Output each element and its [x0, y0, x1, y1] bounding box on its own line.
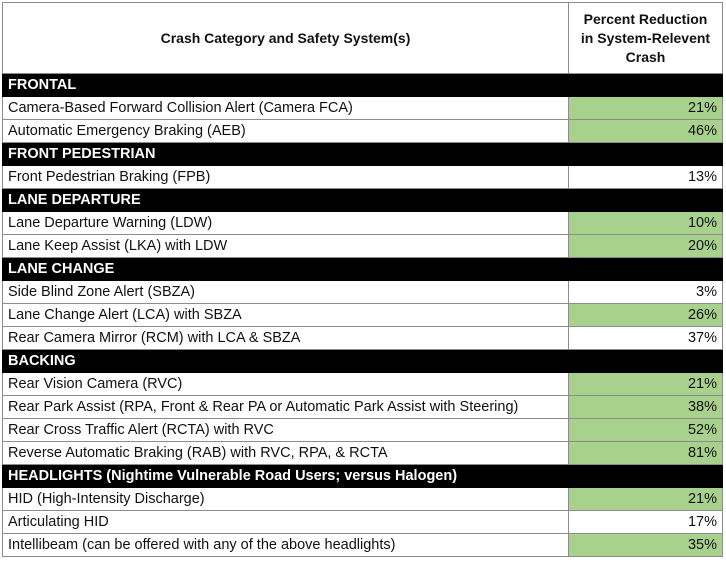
safety-system-label: Automatic Emergency Braking (AEB) [3, 120, 569, 143]
safety-system-label: Rear Vision Camera (RVC) [3, 373, 569, 396]
table-row [3, 235, 723, 258]
section-header-row [3, 350, 723, 373]
percent-reduction-value: 52% [569, 419, 723, 442]
section-header-row [3, 465, 723, 488]
percent-reduction-value: 81% [569, 442, 723, 465]
section-header-row [3, 74, 723, 97]
section-title: LANE CHANGE [3, 258, 723, 281]
section-header-row [3, 143, 723, 166]
percent-reduction-value: 46% [569, 120, 723, 143]
safety-system-label: HID (High-Intensity Discharge) [3, 488, 569, 511]
table-row [3, 373, 723, 396]
category-column-header: Crash Category and Safety System(s) [3, 3, 569, 74]
safety-system-label: Rear Cross Traffic Alert (RCTA) with RVC [3, 419, 569, 442]
percent-reduction-value: 21% [569, 373, 723, 396]
table-body [3, 74, 723, 557]
safety-system-label: Lane Departure Warning (LDW) [3, 212, 569, 235]
percent-reduction-value: 26% [569, 304, 723, 327]
percent-reduction-value: 21% [569, 97, 723, 120]
safety-system-label: Articulating HID [3, 511, 569, 534]
header-row [3, 3, 723, 74]
safety-system-label: Side Blind Zone Alert (SBZA) [3, 281, 569, 304]
section-title: FRONTAL [3, 74, 723, 97]
table-row [3, 166, 723, 189]
percent-reduction-value: 35% [569, 534, 723, 557]
section-title: FRONT PEDESTRIAN [3, 143, 723, 166]
section-header-row [3, 189, 723, 212]
table-row [3, 396, 723, 419]
percent-header-line: Percent Reduction [583, 10, 708, 27]
section-header-row [3, 258, 723, 281]
safety-system-label: Camera-Based Forward Collision Alert (Camera FCA) [3, 97, 569, 120]
crash-reduction-table [2, 2, 723, 557]
percent-reduction-value: 21% [569, 488, 723, 511]
table-row [3, 120, 723, 143]
table-row [3, 488, 723, 511]
percent-reduction-value: 3% [569, 281, 723, 304]
safety-system-label: Rear Camera Mirror (RCM) with LCA & SBZA [3, 327, 569, 350]
table-row [3, 281, 723, 304]
safety-system-label: Lane Keep Assist (LKA) with LDW [3, 235, 569, 258]
table-row [3, 212, 723, 235]
table-row [3, 304, 723, 327]
section-title: LANE DEPARTURE [3, 189, 723, 212]
safety-system-label: Reverse Automatic Braking (RAB) with RVC, RPA, & RCTA [3, 442, 569, 465]
table-row [3, 419, 723, 442]
percent-header-line: in System-Relevent [580, 29, 711, 46]
table-row [3, 327, 723, 350]
safety-system-label: Front Pedestrian Braking (FPB) [3, 166, 569, 189]
table-row [3, 534, 723, 557]
percent-reduction-value: 13% [569, 166, 723, 189]
section-title: BACKING [3, 350, 723, 373]
table-row [3, 442, 723, 465]
percent-reduction-value: 17% [569, 511, 723, 534]
percent-reduction-value: 38% [569, 396, 723, 419]
percent-reduction-value: 37% [569, 327, 723, 350]
percent-column-header [569, 3, 723, 74]
safety-system-label: Intellibeam (can be offered with any of the above headlights) [3, 534, 569, 557]
table-row [3, 97, 723, 120]
safety-system-label: Lane Change Alert (LCA) with SBZA [3, 304, 569, 327]
percent-reduction-value: 10% [569, 212, 723, 235]
section-title: HEADLIGHTS (Nightime Vulnerable Road Users; versus Halogen) [3, 465, 723, 488]
safety-system-label: Rear Park Assist (RPA, Front & Rear PA or Automatic Park Assist with Steering) [3, 396, 569, 419]
table-row [3, 511, 723, 534]
percent-header-line: Crash [625, 48, 666, 65]
percent-reduction-value: 20% [569, 235, 723, 258]
